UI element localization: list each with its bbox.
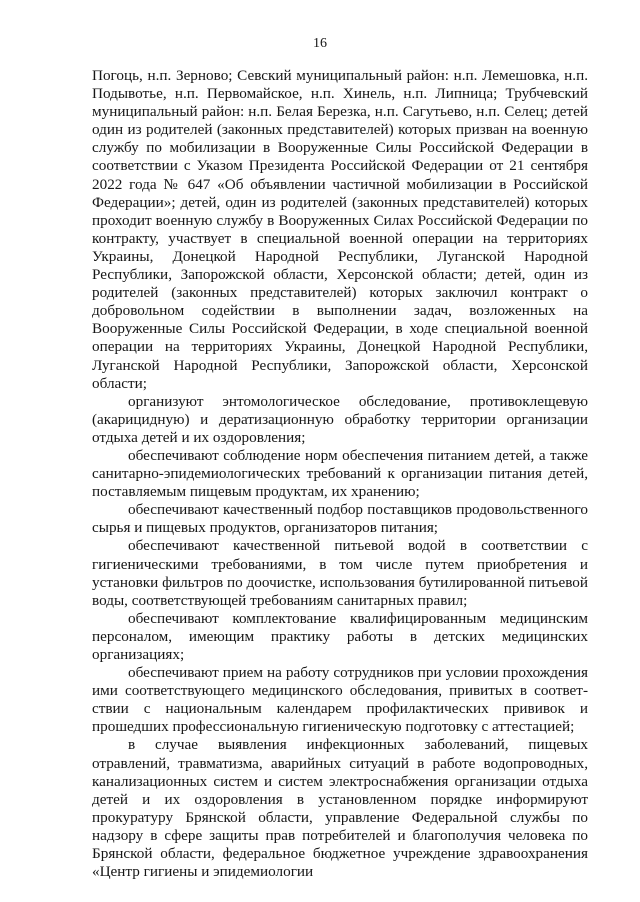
paragraph: организуют энтомологическое обследование, противоклещевую (акарицидную) и дератизационную обработку территории организации отдыха детей и их оздоровления; [92, 392, 588, 446]
paragraph: обеспечивают прием на работу сотрудников при условии прохождения ими соответствующего медицинского обследования, привитых в соответствии с национальным календарем профилактических прививок и прошедших профессиональную гигиеническую подготовку с аттестацией; [92, 664, 588, 736]
page-number: 16 [313, 36, 327, 51]
paragraph: обеспечивают качественный подбор поставщиков продовольственного сырья и пищевых продуктов, организаторов питания; [92, 501, 588, 537]
paragraph: в случае выявления инфекционных заболеваний, пищевых отравлений, травматизма, аварийных ситуаций в работе водопроводных, канализационных систем и систем электроснабжения организации отдыха детей и их оздоровления в установленном порядке информируют прокуратуру Брянской области, управление Федеральной службы по надзору в сфере защиты прав потребителей и благополучия человека по Брянской области, федеральное бюджетное учреждение здравоохранения «Центр гигиены и эпидемиологии [92, 736, 588, 881]
paragraph: обеспечивают качественной питьевой водой в соответствии с гигиеническими требованиями, в том числе путем приобретения и установки фильтров по доочистке, использования бутилированной питьевой воды, соответствующей требованиям санитарных правил; [92, 537, 588, 609]
paragraph: обеспечивают комплектование квалифицированным медицинским персоналом, имеющим практику работы в детских медицинских организациях; [92, 609, 588, 663]
document-body [92, 67, 588, 881]
paragraph: обеспечивают соблюдение норм обеспечения питанием детей, а также санитарно-эпидемиологических требований к организации питания детей, поставляемым пищевым продуктам, их хранению; [92, 446, 588, 501]
paragraph: Погоць, н.п. Зерново; Севский муниципальный район: н.п. Лемешовка, н.п. Подывотье, н.п. Первомайское, н.п. Хинель, н.п. Липница; Трубчевский муниципальный район: н.п. Белая Березка, н.п. Сагутьево, н.п. Селец; детей один из родителей (законных представителей) которых призван на военную службу по мобилизации в Вооруженные Силы Российской Федерации в соответствии с Указом Президента Российской Федерации от 21 сентября 2022 года № 647 «Об объявлении частичной мобилизации в Российской Федерации»; детей, один из родителей (законных представителей) которых проходит военную службу в Вооруженных Силах Российской Федерации по контракту, участвует в специальной военной операции на территориях Украины, Донецкой Народной Республики, Луганской Народной Республики, Запорожской области, Херсонской области; детей, один из родителей (законных представителей) которых заключил контракт о добровольном содействии в выполнении задач, возложенных на Вооруженные Силы Российской Федерации, в ходе специальной военной операции на территориях Украины, Донецкой Народной Республики, Луганской Народной Республики, Запорожской области, Херсонской области; [92, 67, 588, 392]
